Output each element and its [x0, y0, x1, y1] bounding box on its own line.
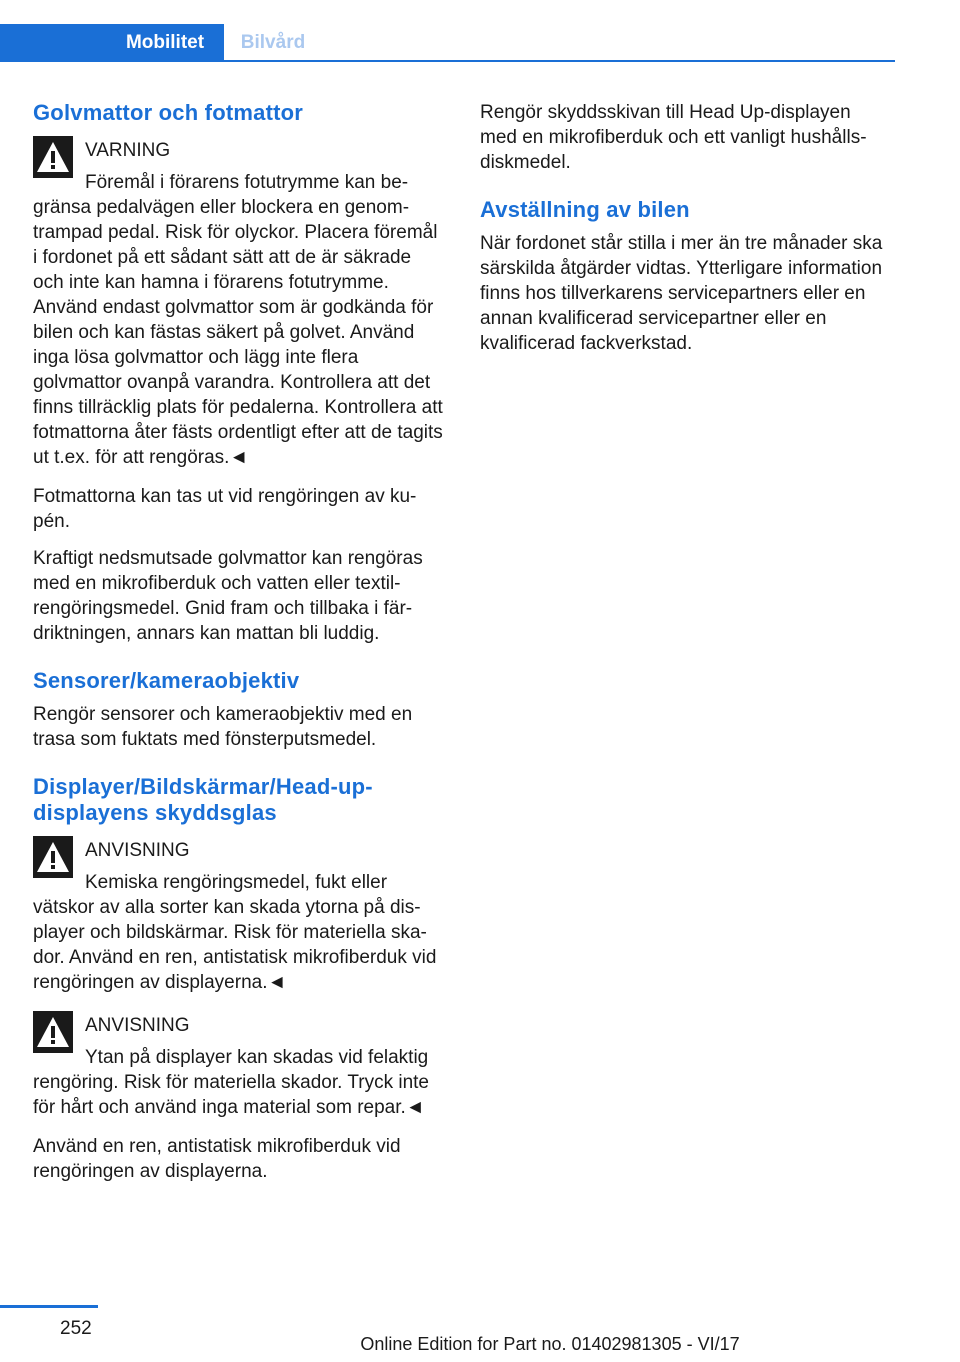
- page-number: 252: [60, 1318, 92, 1339]
- heading-sensors: Sensorer/kameraobjektiv: [33, 668, 300, 693]
- paragraph-mats-removal: Fotmattorna kan tas ut vid rengöringen av kupén.: [33, 486, 417, 532]
- right-column: [480, 100, 892, 368]
- tab-mobilitet[interactable]: Mobilitet: [106, 24, 224, 62]
- footer-rule: [0, 1305, 98, 1308]
- warning-text: Föremål i förarens fotutrymme kan begränsa pedalvägen eller blockera en genomtrampad pedal. Risk för olyckor. Placera föremål i fordonet på ett sådant sätt att de är säkrade och inte kan hamna i förarens fotutrymme. Använd endast golvmattor som är godkända för bilen och kan fästas säkert på golvet. Använd inga lösa golvmattor och lägg inte flera golvmattor ovanpå varandra. Kontrollera att det finns tillräcklig plats för pedalerna. Kontrollera att fotmattorna åter fästs ordentligt efter att de tagits ut t.ex. för att rengöras.◄: [33, 172, 443, 468]
- warning-triangle-icon: [33, 836, 73, 878]
- notice-block-2: [33, 1009, 445, 1120]
- header-rule: [0, 60, 895, 62]
- warning-triangle-icon: [33, 136, 73, 178]
- tab-accent-block: [0, 24, 106, 62]
- paragraph-sensors: Rengör sensorer och kameraobjektiv med en trasa som fuktats med fönsterputsmedel.: [33, 704, 413, 750]
- paragraph-display-cleaning: Använd en ren, antistatisk mikrofiberduk vid rengöringen av displayerna.: [33, 1136, 401, 1182]
- paragraph-mats-cleaning: Kraftigt nedsmutsade golvmattor kan rengöras med en mikrofiberduk och vatten eller textilrengöringsmedel. Gnid fram och tillbaka i färdriktningen, annars kan mattan bli luddig.: [33, 548, 423, 644]
- notice-text: Kemiska rengöringsmedel, fukt eller vätskor av alla sorter kan skada ytorna på displayer och bildskärmar. Risk för materiella skador. Använd en ren, antistatisk mikrofiberduk vid rengöringen av displayerna.◄: [33, 872, 437, 993]
- warning-label: VARNING: [85, 140, 171, 161]
- edition-line: [0, 1334, 960, 1355]
- heading-floor-mats: Golvmattor och fotmattor: [33, 100, 304, 125]
- notice-text: Ytan på displayer kan skadas vid felaktig rengöring. Risk för materiella skador. Tryck inte för hårt och använd inga material som repar.◄: [33, 1047, 429, 1118]
- paragraph-storage: När fordonet står stilla i mer än tre månader ska särskilda åtgärder vidtas. Ytterligare information finns hos tillverkarens servicepartners eller en annan kvalificerad servicepartner eller en kvalificerad fackverkstad.: [480, 233, 883, 354]
- edition-text: Online Edition for Part no. 01402981305 - VI/17: [360, 1334, 740, 1354]
- left-column: [33, 100, 445, 1196]
- notice-block-1: [33, 834, 445, 995]
- header-tabbar: [0, 0, 960, 62]
- warning-block: [33, 134, 445, 470]
- tab-bilvard[interactable]: Bilvård: [224, 24, 322, 62]
- heading-storage: Avställning av bilen: [480, 197, 690, 222]
- notice-label: ANVISNING: [85, 840, 190, 861]
- heading-displays: Displayer/Bildskärmar/Head-up-displayens skyddsglas: [33, 774, 373, 825]
- warning-triangle-icon: [33, 1011, 73, 1053]
- paragraph-hud-cleaning: Rengör skyddsskivan till Head Up-displayen med en mikrofiberduk och ett vanligt hushållsdiskmedel.: [480, 102, 867, 173]
- notice-label: ANVISNING: [85, 1015, 190, 1036]
